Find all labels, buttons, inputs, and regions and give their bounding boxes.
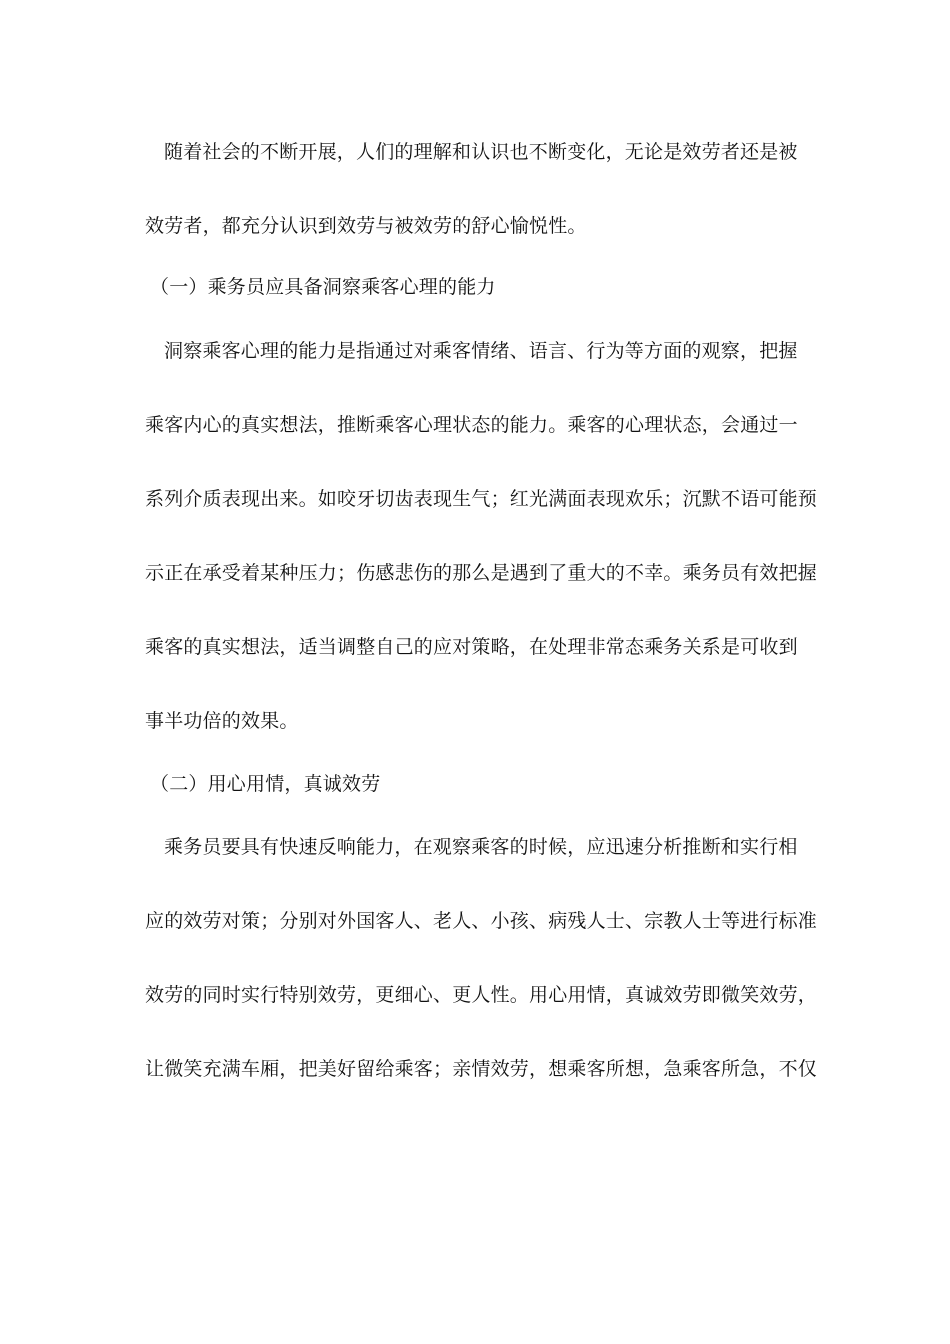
section-heading-2: （二）用心用情，真诚效劳	[150, 773, 381, 795]
paragraph-2-line-3: 系列介质表现出来。如咬牙切齿表现生气；红光满面表现欢乐；沉默不语可能预	[145, 488, 818, 510]
paragraph-2-line-1: 洞察乘客心理的能力是指通过对乘客情绪、语言、行为等方面的观察，把握	[164, 340, 798, 362]
paragraph-2-line-2: 乘客内心的真实想法，推断乘客心理状态的能力。乘客的心理状态，会通过一	[145, 414, 798, 436]
section-heading-1: （一）乘务员应具备洞察乘客心理的能力	[150, 276, 496, 298]
paragraph-1-line-2: 效劳者，都充分认识到效劳与被效劳的舒心愉悦性。	[145, 215, 587, 237]
paragraph-3-line-4: 让微笑充满车厢，把美好留给乘客；亲情效劳，想乘客所想，急乘客所急，不仅	[145, 1058, 818, 1080]
paragraph-3-line-3: 效劳的同时实行特别效劳，更细心、更人性。用心用情，真诚效劳即微笑效劳，	[145, 984, 818, 1006]
paragraph-2-line-4: 示正在承受着某种压力；伤感悲伤的那么是遇到了重大的不幸。乘务员有效把握	[145, 562, 818, 584]
paragraph-2-line-5: 乘客的真实想法，适当调整自己的应对策略，在处理非常态乘务关系是可收到	[145, 636, 798, 658]
paragraph-1-line-1: 随着社会的不断开展，人们的理解和认识也不断变化，无论是效劳者还是被	[164, 141, 798, 163]
paragraph-3-line-1: 乘务员要具有快速反响能力，在观察乘客的时候，应迅速分析推断和实行相	[164, 836, 798, 858]
paragraph-2-line-6: 事半功倍的效果。	[145, 710, 299, 732]
paragraph-3-line-2: 应的效劳对策；分别对外国客人、老人、小孩、病残人士、宗教人士等进行标准	[145, 910, 818, 932]
